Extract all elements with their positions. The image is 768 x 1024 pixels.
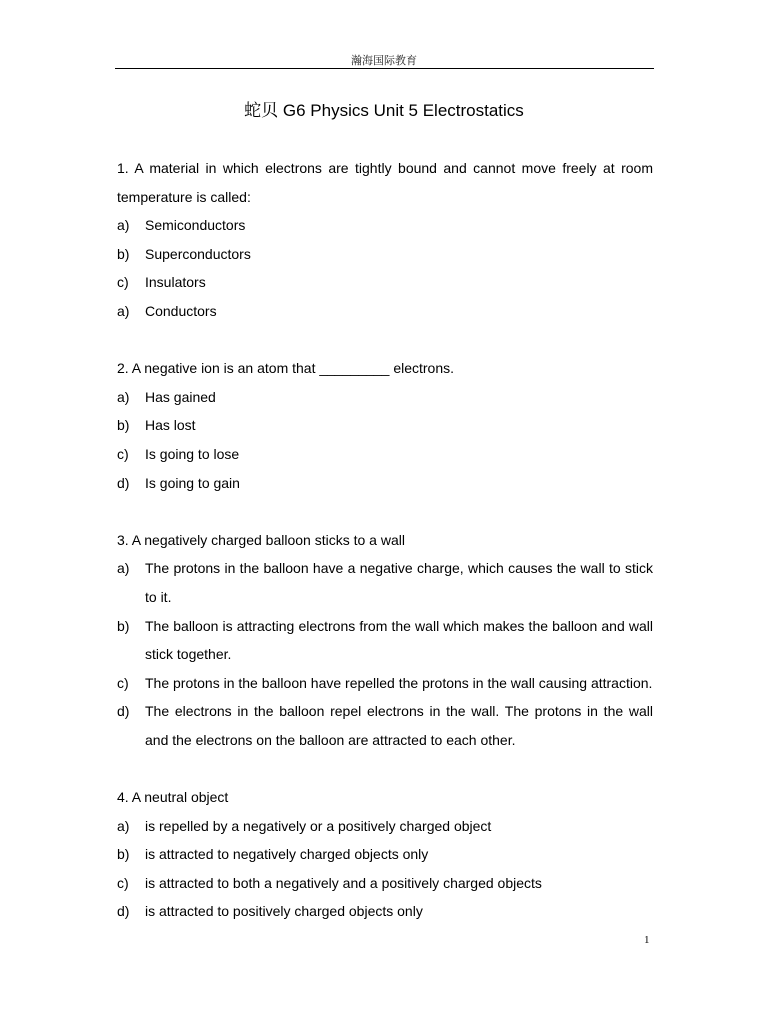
question-stem: 2. A negative ion is an atom that _________ electrons.: [117, 360, 455, 377]
answer-option: [117, 297, 653, 326]
option-letter: d): [117, 703, 130, 720]
question-stem: 3. A negatively charged balloon sticks to a wall: [117, 531, 405, 548]
option-text: Has gained: [145, 388, 216, 405]
option-text: The protons in the balloon have a negative charge, which causes the wall to stick to it.: [145, 560, 653, 605]
answer-option: [117, 897, 653, 926]
header-divider: [115, 68, 654, 69]
option-text: Conductors: [145, 302, 217, 319]
option-letter: a): [117, 217, 130, 234]
option-text: Is going to gain: [145, 474, 240, 491]
page-title: 蛇贝 G6 Physics Unit 5 Electrostatics: [244, 101, 524, 120]
answer-option: [117, 268, 653, 297]
option-letter: b): [117, 245, 130, 262]
option-letter: b): [117, 417, 130, 434]
question-stem: 4. A neutral object: [117, 789, 229, 806]
option-letter: b): [117, 617, 130, 634]
answer-option: [117, 211, 653, 240]
answer-option: [117, 240, 653, 269]
question-3: [117, 526, 653, 755]
question-stem: 1. A material in which electrons are tightly bound and cannot move freely at room temperature is called:: [117, 160, 653, 205]
option-text: The electrons in the balloon repel electrons in the wall. The protons in the wall and the electrons on the balloon are attracted to each other.: [145, 703, 653, 748]
answer-option: [117, 812, 653, 841]
option-text: is attracted to positively charged objects only: [145, 903, 423, 920]
answer-option: [117, 697, 653, 754]
answer-option: [117, 440, 653, 469]
page-header: 瀚海国际教育: [351, 54, 417, 67]
option-text: is attracted to negatively charged objects only: [145, 846, 429, 863]
option-letter: b): [117, 846, 130, 863]
option-letter: a): [117, 388, 130, 405]
option-letter: c): [117, 445, 129, 462]
answer-option: [117, 869, 653, 898]
question-4: [117, 783, 653, 926]
option-letter: a): [117, 817, 130, 834]
option-letter: a): [117, 302, 130, 319]
option-text: Has lost: [145, 417, 196, 434]
page-number: 1: [644, 934, 650, 946]
answer-option: [117, 383, 653, 412]
answer-option: [117, 669, 653, 698]
answer-option: [117, 411, 653, 440]
question-2: [117, 354, 653, 497]
option-text: Superconductors: [145, 245, 251, 262]
option-text: The balloon is attracting electrons from the wall which makes the balloon and wall stick together.: [145, 617, 653, 663]
option-letter: d): [117, 474, 130, 491]
answer-option: [117, 554, 653, 611]
option-letter: c): [117, 674, 129, 691]
option-text: is attracted to both a negatively and a positively charged objects: [145, 874, 542, 891]
question-list: [117, 154, 653, 955]
option-letter: c): [117, 874, 129, 891]
option-text: Is going to lose: [145, 445, 240, 462]
option-text: The protons in the balloon have repelled the protons in the wall causing attraction.: [145, 674, 653, 691]
answer-option: [117, 469, 653, 498]
option-text: Semiconductors: [145, 217, 246, 234]
option-letter: c): [117, 274, 129, 291]
answer-option: [117, 612, 653, 669]
question-1: [117, 154, 653, 326]
answer-option: [117, 840, 653, 869]
option-text: is repelled by a negatively or a positively charged object: [145, 817, 492, 834]
option-letter: d): [117, 903, 130, 920]
option-text: Insulators: [145, 274, 206, 291]
option-letter: a): [117, 560, 130, 577]
